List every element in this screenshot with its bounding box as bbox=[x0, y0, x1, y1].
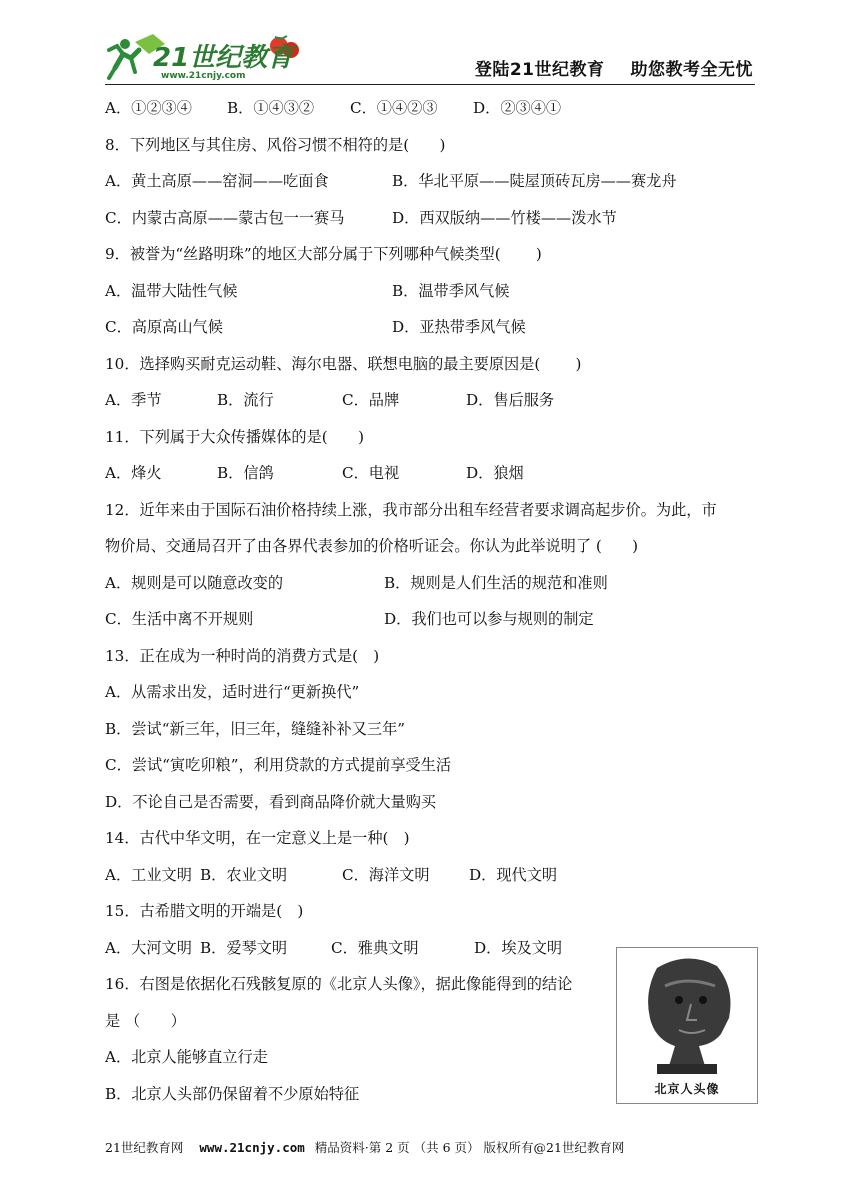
answer-option: D．埃及文明 bbox=[474, 938, 563, 957]
answer-option: C．电视 bbox=[342, 464, 400, 482]
logo-text: 21世纪教育 bbox=[153, 43, 294, 73]
answer-option: D．售后服务 bbox=[466, 391, 555, 409]
footer-left: 21世纪教育网 bbox=[105, 1140, 184, 1155]
question-line: 是 （ ） bbox=[105, 1011, 186, 1030]
question-line: 8．下列地区与其住房、风俗习惯不相符的是( ) bbox=[105, 135, 446, 154]
question-line: 10．选择购买耐克运动鞋、海尔电器、联想电脑的最主要原因是( ) bbox=[105, 354, 582, 373]
options-row bbox=[105, 857, 760, 894]
options-row bbox=[105, 309, 760, 346]
answer-option: C．高原高山气候 bbox=[105, 318, 223, 336]
answer-option: B．农业文明 bbox=[200, 865, 288, 884]
answer-option: C．①④②③ bbox=[350, 99, 438, 117]
logo bbox=[105, 28, 315, 82]
options-row bbox=[105, 601, 760, 638]
question-line: 11．下列属于大众传播媒体的是( ) bbox=[105, 427, 364, 446]
options-row bbox=[105, 200, 760, 237]
peking-man-figure bbox=[616, 947, 758, 1104]
question-line: 12．近年来由于国际石油价格持续上涨，我市部分出租车经营者要求调高起步价。为此，市 bbox=[105, 500, 717, 519]
answer-option: B．爱琴文明 bbox=[200, 938, 288, 957]
options-row bbox=[105, 163, 760, 200]
answer-option: D．我们也可以参与规则的制定 bbox=[384, 610, 594, 628]
answer-option: C．品牌 bbox=[342, 391, 400, 409]
answer-option: A．规则是可以随意改变的 bbox=[105, 573, 284, 592]
figure-caption: 北京人头像 bbox=[654, 1082, 720, 1096]
question-line: 13．正在成为一种时尚的消费方式是( ) bbox=[105, 646, 380, 665]
question-line: 16．右图是依据化石残骸复原的《北京人头像》，据此像能得到的结论 bbox=[105, 975, 573, 993]
answer-option: C．内蒙古高原——蒙古包一一赛马 bbox=[105, 208, 345, 227]
answer-option: D．狼烟 bbox=[466, 464, 524, 482]
answer-option: B．温带季风气候 bbox=[392, 281, 510, 300]
header-slogan bbox=[475, 55, 753, 80]
answer-option: A．季节 bbox=[105, 391, 162, 409]
answer-option: A．黄土高原——窑洞——吃面食 bbox=[105, 172, 329, 190]
options-row bbox=[105, 455, 760, 492]
options-row bbox=[105, 273, 760, 310]
answer-option: B．流行 bbox=[217, 391, 274, 409]
footer-right: 精品资料·第 2 页 （共 6 页） 版权所有@21世纪教育网 bbox=[314, 1140, 625, 1155]
slogan-part: 助您教考全无忧 bbox=[630, 60, 753, 80]
answer-option: D．现代文明 bbox=[469, 865, 558, 884]
answer-option: B．信鸽 bbox=[217, 464, 274, 482]
answer-option: A．大河文明 bbox=[105, 938, 192, 957]
answer-option: D．亚热带季风气候 bbox=[392, 318, 526, 336]
options-row bbox=[105, 382, 760, 419]
question-line: B．北京人头部仍保留着不少原始特征 bbox=[105, 1084, 360, 1103]
question-line: 9．被誉为“丝路明珠”的地区大部分属于下列哪种气候类型( ) bbox=[105, 245, 542, 263]
question-line: B．尝试“新三年，旧三年，缝缝补补又三年” bbox=[105, 719, 406, 738]
answer-option: C．海洋文明 bbox=[342, 865, 430, 884]
question-line: A．从需求出发，适时进行“更新换代” bbox=[105, 683, 360, 701]
options-row bbox=[105, 565, 760, 602]
answer-option: B．规则是人们生活的规范和准则 bbox=[384, 573, 608, 592]
peking-man-bust-image bbox=[617, 948, 757, 1078]
answer-option: D．②③④① bbox=[473, 99, 562, 117]
question-line: 物价局、交通局召开了由各界代表参加的价格听证会。你认为此举说明了 ( ) bbox=[105, 537, 639, 555]
answer-option: A．烽火 bbox=[105, 464, 162, 482]
question-line: A．北京人能够直立行走 bbox=[105, 1048, 268, 1066]
answer-option: C．生活中离不开规则 bbox=[105, 610, 254, 628]
page-header bbox=[105, 28, 755, 85]
footer-site-link[interactable]: www.21cnjy.com bbox=[199, 1140, 305, 1155]
answer-option: A．①②③④ bbox=[105, 99, 192, 117]
options-row bbox=[105, 90, 760, 127]
answer-option: D．西双版纳——竹楼——泼水节 bbox=[392, 208, 617, 227]
slogan-part: 登陆21世纪教育 bbox=[474, 60, 605, 80]
answer-option: C．雅典文明 bbox=[331, 938, 419, 957]
question-line: D．不论自己是否需要，看到商品降价就大量购买 bbox=[105, 792, 437, 811]
answer-option: A．温带大陆性气候 bbox=[105, 281, 238, 300]
question-line: C．尝试“寅吃卯粮”，利用贷款的方式提前享受生活 bbox=[105, 756, 452, 774]
page-footer bbox=[105, 1138, 760, 1156]
logo-url: www.21cnjy.com bbox=[161, 71, 246, 81]
answer-option: B．①④③② bbox=[227, 99, 315, 117]
answer-option: B．华北平原——陡屋顶砖瓦房——赛龙舟 bbox=[392, 172, 677, 190]
question-line: 14．古代中华文明，在一定意义上是一种( ) bbox=[105, 829, 410, 847]
answer-option: A．工业文明 bbox=[105, 865, 192, 884]
question-line: 15．古希腊文明的开端是( ) bbox=[105, 902, 304, 920]
